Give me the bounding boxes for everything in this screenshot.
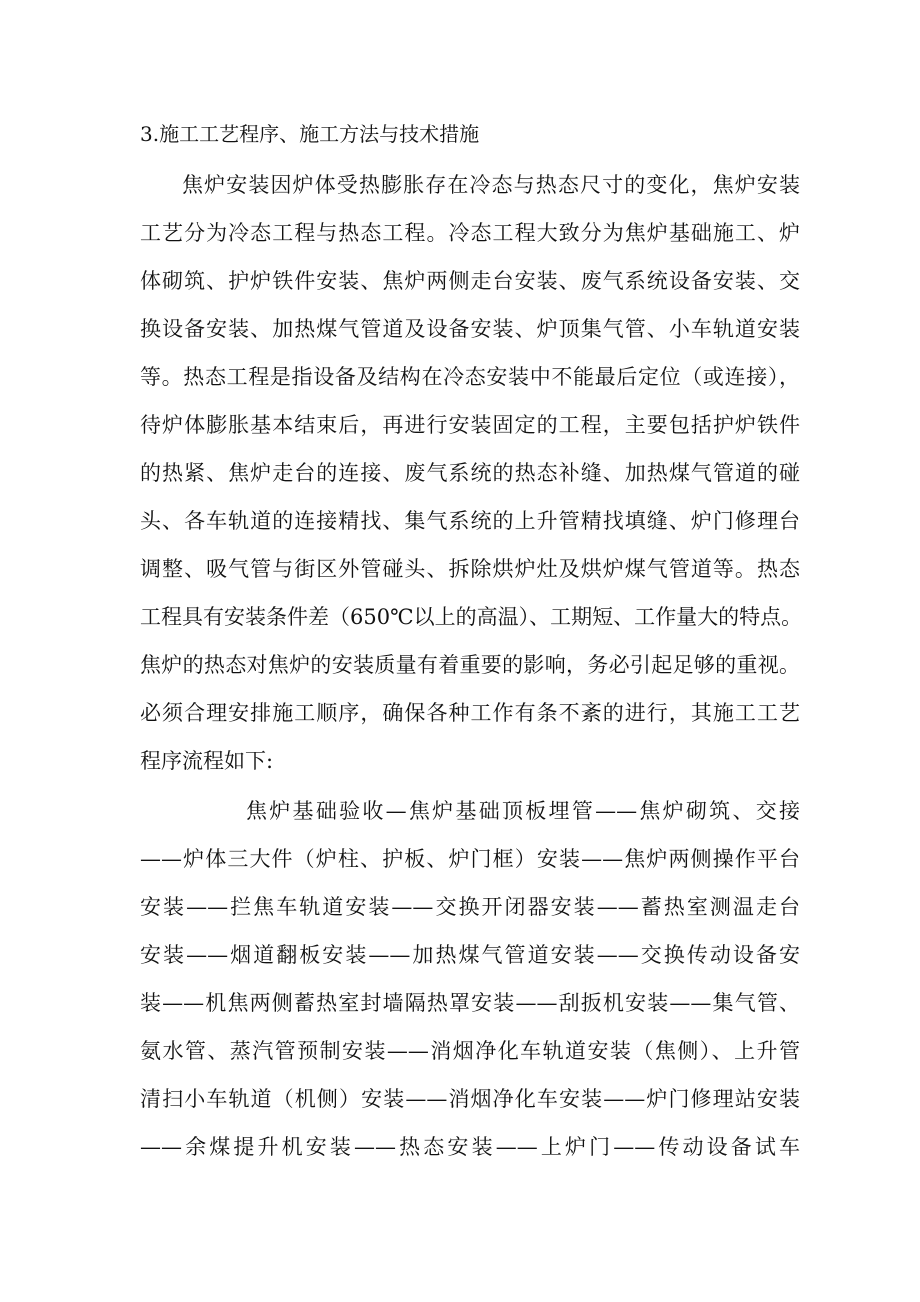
- paragraph-line: 调整、吸气管与街区外管碰头、拆除烘炉灶及烘炉煤气管道等。热态: [140, 557, 800, 581]
- paragraph-line: 工艺分为冷态工程与热态工程。冷态工程大致分为焦炉基础施工、炉: [140, 221, 800, 245]
- flow-line: 安装——烟道翻板安装——加热煤气管道安装——交换传动设备安: [140, 943, 800, 967]
- section-heading: 3.施工工艺程序、施工方法与技术措施: [140, 122, 480, 146]
- paragraph-line: 待炉体膨胀基本结束后，再进行安装固定的工程，主要包括护炉铁件: [140, 413, 800, 437]
- flow-line: 焦炉基础验收—焦炉基础顶板埋管——焦炉砌筑、交接: [246, 799, 800, 823]
- flow-line: ——炉体三大件（炉柱、护板、炉门框）安装——焦炉两侧操作平台: [140, 847, 800, 871]
- paragraph-line: 工程具有安装条件差（650℃以上的高温）、工期短、工作量大的特点。: [140, 605, 803, 629]
- paragraph-line: 等。热态工程是指设备及结构在冷态安装中不能最后定位（或连接），: [140, 365, 800, 389]
- paragraph-line: 换设备安装、加热煤气管道及设备安装、炉顶集气管、小车轨道安装: [140, 317, 800, 341]
- paragraph-line: 必须合理安排施工顺序，确保各种工作有条不紊的进行，其施工工艺: [140, 701, 800, 725]
- flow-line: 清扫小车轨道（机侧）安装——消烟净化车安装——炉门修理站安装: [140, 1087, 800, 1111]
- paragraph-line: 的热紧、焦炉走台的连接、废气系统的热态补缝、加热煤气管道的碰: [140, 461, 800, 485]
- paragraph-line: 体砌筑、护炉铁件安装、焦炉两侧走台安装、废气系统设备安装、交: [140, 269, 800, 293]
- paragraph-line: 头、各车轨道的连接精找、集气系统的上升管精找填缝、炉门修理台: [140, 509, 800, 533]
- flow-line: ——余煤提升机安装——热态安装——上炉门——传动设备试车: [140, 1135, 800, 1159]
- flow-line: 安装——拦焦车轨道安装——交换开闭器安装——蓄热室测温走台: [140, 895, 800, 919]
- flow-line: 装——机焦两侧蓄热室封墙隔热罩安装——刮扳机安装——集气管、: [140, 991, 800, 1015]
- paragraph-line: 程序流程如下:: [140, 749, 274, 773]
- paragraph-line: 焦炉的热态对焦炉的安装质量有着重要的影响，务必引起足够的重视。: [140, 653, 800, 677]
- paragraph-line: 焦炉安装因炉体受热膨胀存在冷态与热态尺寸的变化，焦炉安装: [182, 173, 800, 197]
- flow-line: 氨水管、蒸汽管预制安装——消烟净化车轨道安装（焦侧）、上升管: [140, 1039, 800, 1063]
